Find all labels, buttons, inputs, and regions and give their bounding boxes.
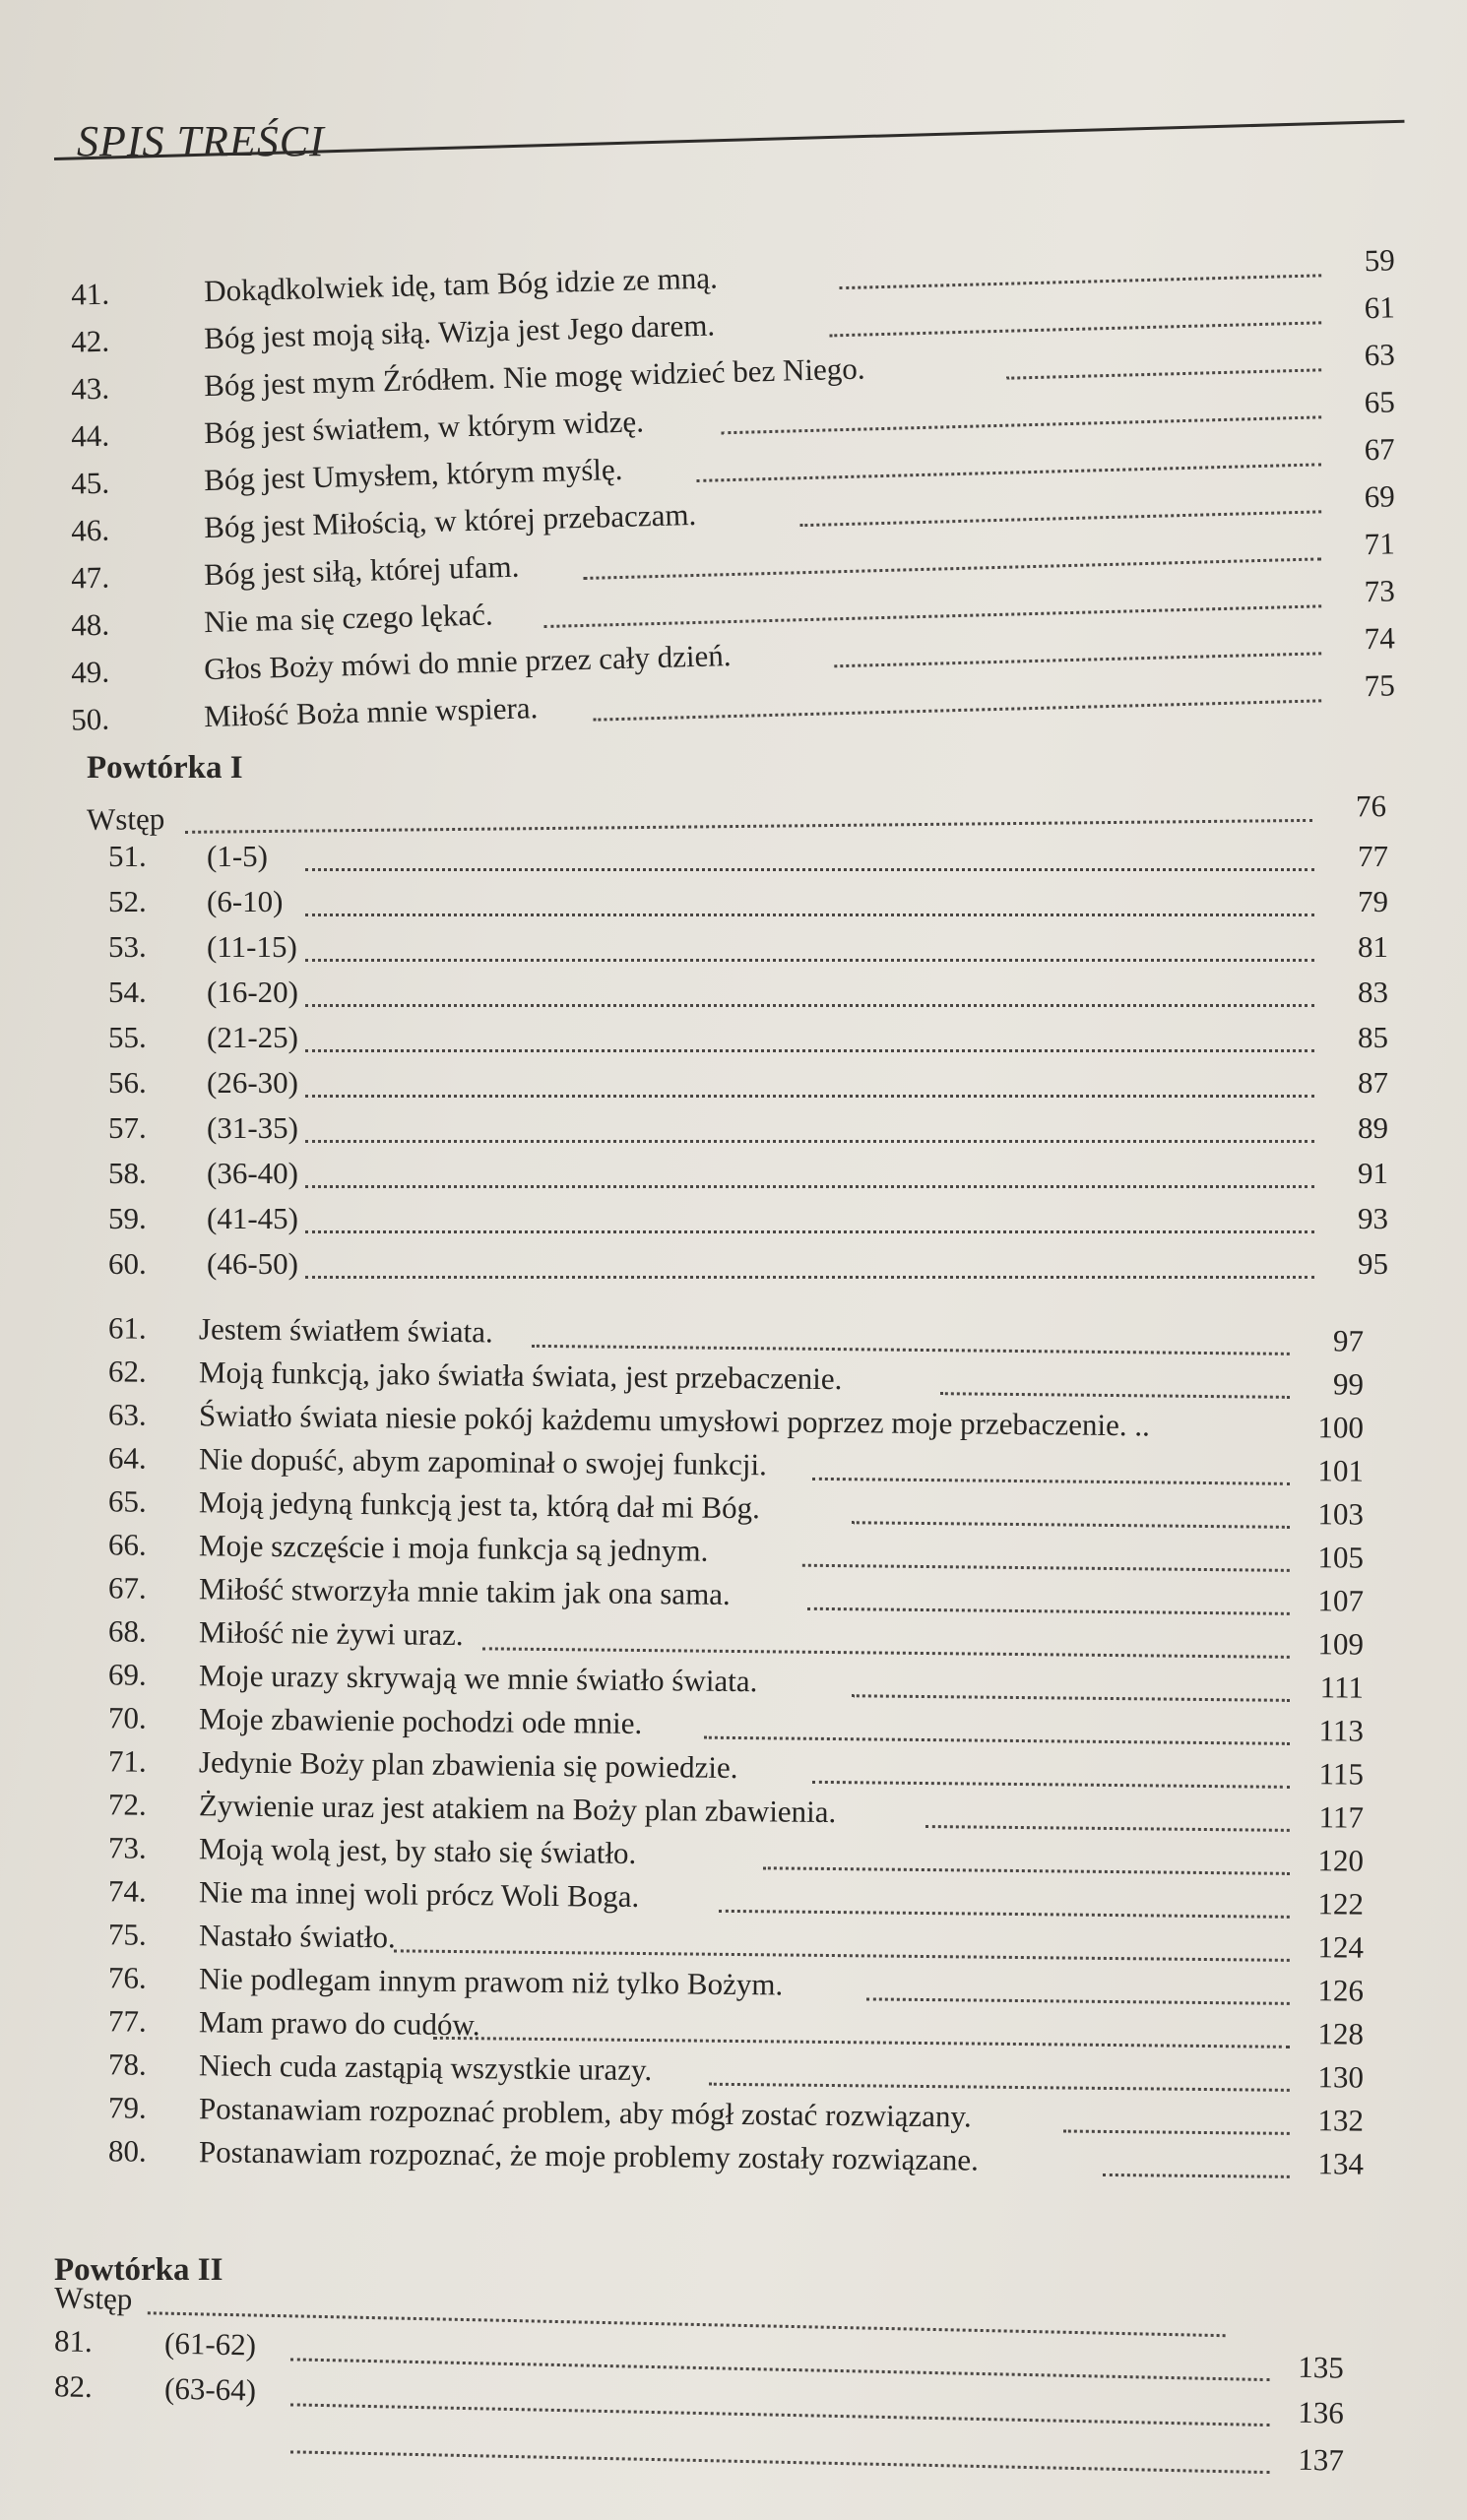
entry-number: 76. (107, 1960, 147, 1995)
entry-page: 65 (1364, 384, 1396, 420)
entry-page: 87 (1358, 1065, 1388, 1100)
entry-number: 50. (70, 701, 110, 737)
dot-leader (721, 411, 1321, 434)
entry-page: 67 (1364, 431, 1396, 468)
dot-leader (704, 1732, 1290, 1745)
entry-page: 101 (1317, 1453, 1365, 1488)
entry-number: 69. (107, 1657, 147, 1692)
entry-title: Nie ma innej woli prócz Woli Boga. (198, 1874, 640, 1914)
dot-leader (839, 270, 1321, 289)
entry-page: 77 (1358, 839, 1388, 873)
entry-number: 71. (107, 1743, 147, 1779)
entry-number: 61. (107, 1310, 147, 1346)
dot-leader (829, 317, 1321, 337)
toc-entry (108, 1244, 1388, 1284)
toc-entry (108, 2131, 1364, 2183)
entry-number: 41. (70, 276, 110, 312)
entry-number: 59. (108, 1201, 147, 1235)
entry-title: Bóg jest siłą, której ufam. (203, 548, 520, 593)
toc-entry (108, 1063, 1388, 1102)
entry-title: Nie dopuść, abym zapominał o swojej funkcji. (198, 1441, 768, 1482)
entry-number: 51. (108, 839, 147, 873)
dot-leader (290, 2446, 1270, 2474)
dot-leader (305, 910, 1314, 916)
entry-page: 120 (1317, 1843, 1365, 1878)
entry-number: 70. (107, 1700, 147, 1735)
entry-title: (11-15) (207, 929, 297, 964)
dot-leader (834, 648, 1321, 667)
entry-title: Nastało światło. (198, 1918, 396, 1955)
section-heading-review-2: Powtórka II (54, 2252, 223, 2288)
dot-leader (305, 1091, 1314, 1098)
entry-title: (63-64) (163, 2370, 257, 2408)
entry-page: 71 (1364, 526, 1396, 562)
entry-title: Moją funkcją, jako światła świata, jest przebaczenie. (198, 1354, 843, 1397)
entry-number: 75. (107, 1917, 147, 1952)
section-heading-review-1: Powtórka I (87, 750, 243, 786)
entry-number: 48. (70, 606, 110, 643)
entry-number: 57. (108, 1110, 147, 1145)
entry-title: Głos Boży mówi do mnie przez cały dzień. (203, 638, 732, 687)
entry-page: 61 (1364, 289, 1396, 326)
entry-number: 56. (108, 1065, 147, 1100)
entry-number: 66. (107, 1527, 147, 1562)
entry-number: 43. (70, 370, 110, 407)
entry-number: 60. (108, 1246, 147, 1281)
entry-page: 134 (1317, 2146, 1365, 2181)
toc-entry (108, 927, 1388, 967)
entry-page: 132 (1317, 2103, 1365, 2138)
entry-page: 135 (1298, 2349, 1345, 2385)
entry-title: (61-62) (163, 2325, 257, 2362)
entry-title: Mam prawo do cudów. (198, 2004, 480, 2043)
entry-number: 81. (53, 2323, 94, 2360)
entry-title: Nie podlegam innym prawom niż tylko Bożym. (198, 1961, 784, 2002)
entry-title: (31-35) (207, 1110, 298, 1145)
dot-leader (482, 1643, 1290, 1659)
entry-page: 107 (1317, 1583, 1365, 1618)
dot-leader (593, 695, 1321, 721)
dot-leader (305, 1000, 1314, 1007)
entry-title: Moją wolą jest, by stało się światło. (198, 1831, 637, 1870)
entry-number: 54. (108, 975, 147, 1009)
dot-leader (305, 1136, 1314, 1143)
entry-title: Bóg jest Umysłem, którym myślę. (203, 451, 623, 498)
entry-page: 100 (1317, 1410, 1365, 1445)
entry-title: (16-20) (207, 975, 298, 1009)
dot-leader (394, 1945, 1290, 1962)
entry-number: 44. (70, 417, 110, 454)
dot-leader (925, 1821, 1290, 1832)
entry-page: 117 (1318, 1799, 1365, 1835)
dot-leader (305, 1227, 1314, 1233)
entry-title: Bóg jest Miłością, w której przebaczam. (203, 496, 697, 545)
entry-number: 49. (70, 654, 110, 690)
dot-leader (709, 2079, 1290, 2092)
entry-title: Moje zbawienie pochodzi ode mnie. (198, 1701, 643, 1741)
toc-entry-intro (87, 787, 1386, 840)
dot-leader (433, 2033, 1290, 2048)
entry-page: 122 (1317, 1886, 1365, 1922)
dot-leader (866, 1993, 1290, 2005)
entry-page: 73 (1364, 573, 1396, 609)
entry-title: Jedynie Boży plan zbawienia się powiedzie. (198, 1744, 738, 1786)
entry-page: 136 (1298, 2394, 1345, 2430)
entry-title: (41-45) (207, 1201, 298, 1235)
entry-title: Moją jedyną funkcją jest ta, którą dał mi Bóg. (198, 1484, 761, 1526)
dot-leader (532, 1341, 1290, 1355)
entry-number: 62. (107, 1354, 147, 1389)
entry-number: 52. (108, 884, 147, 918)
entry-title: (21-25) (207, 1020, 298, 1054)
entry-page: 75 (1364, 667, 1396, 704)
entry-page: 63 (1364, 337, 1396, 373)
entry-page: 111 (1319, 1670, 1365, 1705)
dot-leader (305, 955, 1314, 962)
entry-title: (46-50) (207, 1246, 298, 1281)
dot-leader (305, 1272, 1314, 1279)
entry-title: Jestem światłem świata. (198, 1311, 493, 1350)
entry-title: (6-10) (207, 884, 284, 918)
toc-entry (108, 1018, 1388, 1057)
toc-entry (108, 882, 1388, 921)
entry-number: 74. (107, 1873, 147, 1909)
entry-page: 115 (1318, 1756, 1365, 1792)
entry-title: Bóg jest mym Źródłem. Nie mogę widzieć bez Niego. (203, 350, 865, 404)
entry-title: Moje urazy skrywają we mnie światło świata. (198, 1658, 758, 1699)
entry-number: 65. (107, 1483, 147, 1519)
dot-leader (305, 1045, 1314, 1052)
entry-number: 68. (107, 1613, 147, 1649)
dot-leader (763, 1862, 1290, 1875)
entry-page: 85 (1358, 1020, 1388, 1054)
dot-leader (719, 1906, 1290, 1919)
entry-page: 91 (1358, 1156, 1388, 1190)
entry-page: 74 (1364, 620, 1396, 657)
entry-page: 99 (1332, 1366, 1365, 1402)
entry-number: 45. (70, 465, 110, 501)
entry-number: 42. (70, 323, 110, 359)
dot-leader (696, 459, 1321, 482)
toc-entry (108, 1199, 1388, 1238)
entry-title: (26-30) (207, 1065, 298, 1100)
entry-title: Żywienie uraz jest atakiem na Boży plan zbawienia. (198, 1788, 837, 1830)
entry-title: Bóg jest światłem, w którym widzę. (203, 404, 645, 451)
entry-title: (1-5) (207, 839, 268, 873)
entry-title: Miłość stworzyła mnie takim jak ona sama. (198, 1571, 731, 1611)
dot-leader (940, 1388, 1290, 1399)
entry-page: 109 (1317, 1626, 1365, 1662)
entry-page: 95 (1358, 1246, 1388, 1281)
dot-leader (812, 1474, 1290, 1485)
entry-number: 47. (70, 559, 110, 596)
entry-title: (36-40) (207, 1156, 298, 1190)
entry-number: 79. (107, 2090, 147, 2125)
entry-title: Bóg jest moją siłą. Wizja jest Jego darem. (203, 307, 716, 356)
entry-page: 79 (1358, 884, 1388, 918)
page-header-title: SPIS TREŚCI (77, 117, 325, 165)
dot-leader (1006, 364, 1321, 379)
entry-title: Niech cuda zastąpią wszystkie urazy. (198, 2048, 653, 2088)
toc-entry (108, 973, 1388, 1012)
entry-title: Postanawiam rozpoznać, że moje problemy zostały rozwiązane. (198, 2134, 980, 2177)
entry-title: Postanawiam rozpoznać problem, aby mógł zostać rozwiązany. (198, 2091, 972, 2134)
entry-title: Miłość nie żywi uraz. (198, 1614, 464, 1653)
dot-leader (305, 1181, 1314, 1188)
dot-leader (185, 815, 1312, 834)
entry-number: 64. (107, 1440, 147, 1476)
dot-leader (812, 1777, 1290, 1789)
dot-leader (852, 1517, 1290, 1529)
dot-leader (305, 864, 1314, 871)
entry-page: 130 (1317, 2059, 1365, 2095)
entry-title: Wstęp (53, 2280, 133, 2316)
entry-page: 105 (1317, 1540, 1365, 1575)
dot-leader (1103, 2170, 1290, 2178)
entry-number: 80. (107, 2133, 147, 2169)
entry-page: 126 (1317, 1973, 1365, 2008)
entry-number: 73. (107, 1830, 147, 1865)
entry-page: 137 (1298, 2441, 1345, 2478)
entry-page: 97 (1332, 1323, 1365, 1358)
entry-number: 78. (107, 2047, 147, 2082)
dot-leader (799, 506, 1321, 527)
entry-title: Dokądkolwiek idę, tam Bóg idzie ze mną. (203, 260, 719, 309)
entry-number: 55. (108, 1020, 147, 1054)
entry-title: Światło świata niesie pokój każdemu umysłowi poprzez moje przebaczenie. .. (198, 1398, 1151, 1443)
entry-title: Miłość Boża mnie wspiera. (203, 690, 539, 734)
entry-title: Moje szczęście i moja funkcja są jednym. (198, 1528, 709, 1568)
entry-page: 128 (1317, 2016, 1365, 2051)
entry-number: 63. (107, 1397, 147, 1432)
toc-entry (108, 837, 1388, 876)
entry-page: 83 (1358, 975, 1388, 1009)
entry-title: Nie ma się czego lękać. (203, 597, 494, 640)
entry-page: 113 (1318, 1713, 1365, 1748)
dot-leader (802, 1560, 1290, 1572)
toc-entry (108, 1154, 1388, 1193)
entry-number: 82. (53, 2368, 94, 2405)
entry-page: 89 (1358, 1110, 1388, 1145)
entry-number: 72. (107, 1787, 147, 1822)
entry-page: 81 (1358, 929, 1388, 964)
entry-page: 76 (1355, 788, 1387, 824)
entry-page: 103 (1317, 1496, 1365, 1532)
entry-page: 69 (1364, 478, 1396, 515)
entry-title: Wstęp (86, 801, 165, 837)
toc-entry (108, 1108, 1388, 1148)
entry-page: 59 (1364, 242, 1396, 279)
entry-number: 53. (108, 929, 147, 964)
entry-number: 67. (107, 1570, 147, 1606)
dot-leader (1063, 2125, 1290, 2134)
entry-page: 124 (1317, 1929, 1365, 1965)
entry-number: 77. (107, 2003, 147, 2039)
entry-page: 93 (1358, 1201, 1388, 1235)
dot-leader (852, 1690, 1290, 1702)
dot-leader (807, 1604, 1290, 1615)
entry-number: 58. (108, 1156, 147, 1190)
entry-number: 46. (70, 512, 110, 548)
